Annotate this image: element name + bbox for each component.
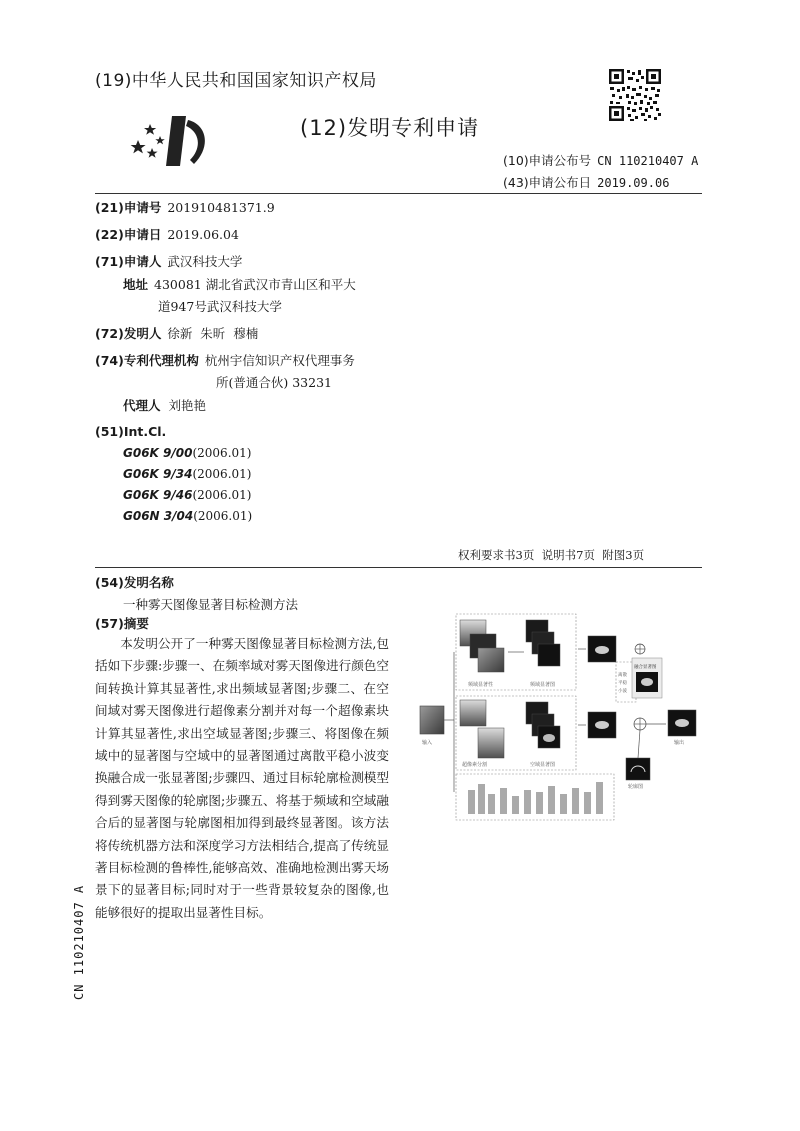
agent-row [123, 396, 206, 414]
address-label: 地址 [123, 277, 149, 292]
svg-text:输入: 输入 [422, 740, 433, 746]
section-divider [95, 567, 702, 568]
svg-text:小波: 小波 [618, 689, 627, 694]
svg-text:平稳: 平稳 [618, 681, 627, 686]
agency-label: (74)专利代理机构 [95, 353, 199, 368]
svg-text:轮廓图: 轮廓图 [628, 784, 644, 790]
address-line1: 430081 湖北省武汉市青山区和平大 [154, 277, 356, 292]
intcl-label: (51)Int.Cl. [95, 424, 167, 439]
svg-text:空域显著图: 空域显著图 [530, 762, 556, 768]
class-item: G06K 9/46(2006.01) [123, 488, 252, 502]
svg-text:输出: 输出 [674, 740, 685, 746]
title-label: (54)发明名称 [95, 575, 174, 590]
publication-date: 2019.09.06 [597, 176, 670, 190]
application-date-label: (22)申请日 [95, 227, 162, 242]
application-date-row [95, 225, 239, 243]
abstract-text: 本发明公开了一种雾天图像显著目标检测方法,包括如下步骤:步骤一、在频率域对雾天图像进行颜色空间转换计算其显著性,求出频域显著图;步骤二、在空间域对雾天图像进行超像素分割并对每一个超像素块计算其显著性,求出空域显著图;步骤三、将图像在频域中的显著图与空域中的显著图通过离散平稳小波变换融合成一张显著图;步骤四、通过目标轮廓检测模型得到雾天图像的轮廓图;步骤五、将基于频域和空域融合后的显著图与轮廓图相加得到最终显著图。该方法将传统机器方法和深度学习方法相结合,提高了传统显著目标检测的鲁棒性,能够高效、准确地检测出雾天场景下的显著目标;同时对于一些背景较复杂的图像,也能够很好的提取出显著性目标。 [95, 636, 389, 920]
header-divider [95, 193, 702, 194]
abstract-row [95, 614, 149, 632]
agency-line2: 所(普通合伙) 33231 [216, 375, 332, 390]
agency-row [95, 351, 355, 369]
svg-text:融合显著图: 融合显著图 [634, 665, 657, 670]
application-number-row [95, 198, 275, 216]
publication-number-label: (10)申请公布号 [503, 153, 592, 168]
side-publication-code: CN 110210407 A [72, 884, 86, 1000]
cnipa-logo-icon [128, 110, 214, 172]
application-number-label: (21)申请号 [95, 200, 162, 215]
applicant-label: (71)申请人 [95, 254, 162, 269]
inventor-row [95, 324, 258, 342]
title-row [95, 573, 174, 591]
document-type: (12)发明专利申请 [300, 116, 480, 140]
svg-text:频域显著性: 频域显著性 [468, 682, 494, 688]
abstract-label: (57)摘要 [95, 616, 149, 631]
publication-date-label: (43)申请公布日 [503, 175, 592, 190]
application-date: 2019.06.04 [167, 227, 239, 242]
application-number: 201910481371.9 [167, 200, 275, 215]
inventors: 徐新 朱昕 穆楠 [167, 326, 259, 341]
intcl-row [95, 424, 166, 439]
svg-text:离散: 离散 [618, 673, 627, 678]
address-line2: 道947号武汉科技大学 [158, 299, 282, 314]
inventor-label: (72)发明人 [95, 326, 162, 341]
agent-label: 代理人 [123, 398, 161, 413]
invention-title: 一种雾天图像显著目标检测方法 [123, 597, 299, 612]
svg-text:超像素分割: 超像素分割 [462, 762, 488, 768]
page-count-info: 权利要求书3页 说明书7页 附图3页 [458, 548, 645, 562]
class-item: G06K 9/34(2006.01) [123, 467, 252, 481]
class-item: G06K 9/00(2006.01) [123, 446, 252, 460]
svg-text:频域显著图: 频域显著图 [530, 682, 556, 688]
class-item: G06N 3/04(2006.01) [123, 509, 253, 523]
applicant-row [95, 252, 242, 270]
applicant: 武汉科技大学 [167, 254, 243, 269]
office-name: (19)中华人民共和国国家知识产权局 [95, 71, 377, 91]
publication-date-row [503, 173, 669, 191]
agency-line1: 杭州宇信知识产权代理事务 [204, 353, 355, 368]
publication-number: CN 110210407 A [597, 154, 699, 168]
agent: 刘艳艳 [168, 398, 207, 413]
publication-number-row [503, 151, 698, 169]
address-row [123, 275, 356, 293]
qr-code-icon [608, 68, 662, 122]
abstract-figure [418, 612, 718, 822]
